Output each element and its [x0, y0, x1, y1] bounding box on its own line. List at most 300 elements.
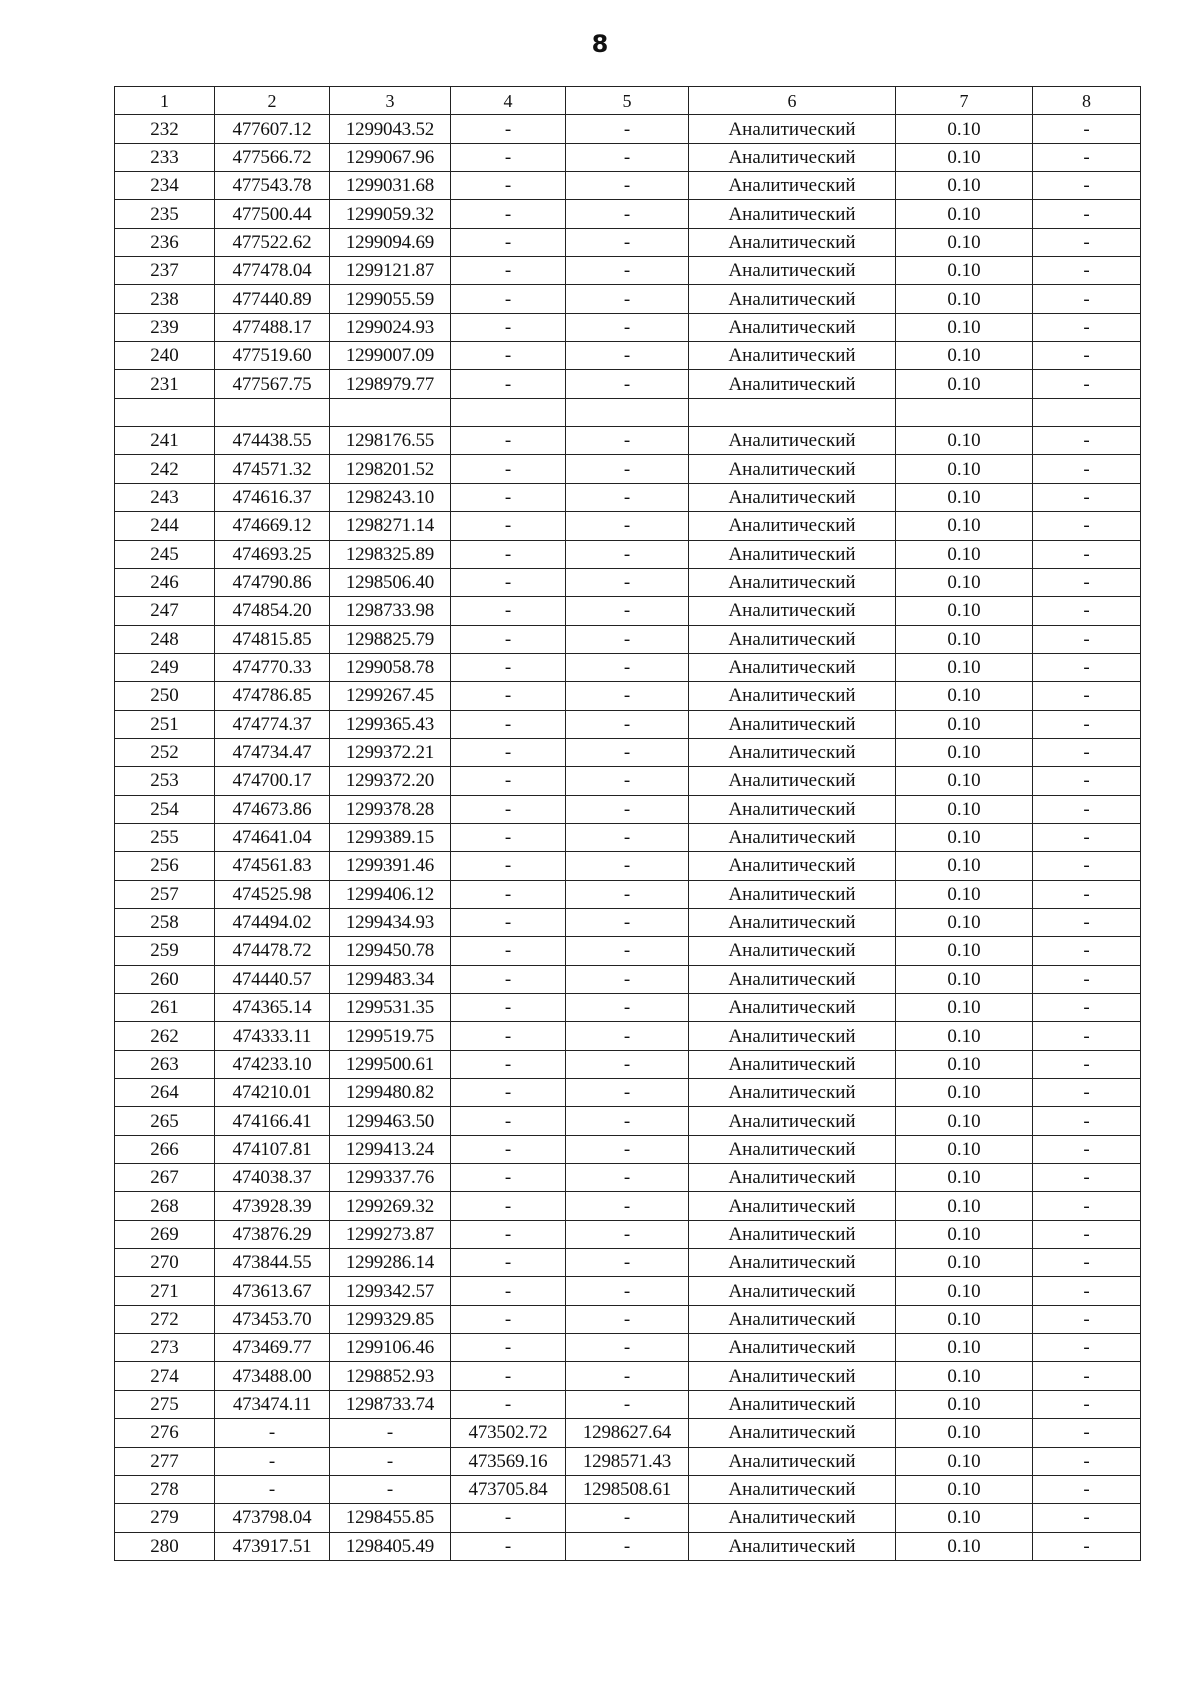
table-cell: -	[566, 540, 689, 568]
table-cell: -	[451, 483, 566, 511]
column-header-1: 1	[115, 87, 215, 115]
table-cell: 279	[115, 1504, 215, 1532]
table-cell: -	[451, 1305, 566, 1333]
table-cell: -	[566, 823, 689, 851]
table-row	[115, 1050, 1141, 1078]
table-cell: 264	[115, 1079, 215, 1107]
table-cell: Аналитический	[689, 795, 896, 823]
table-cell: 474673.86	[215, 795, 330, 823]
table-cell: 0.10	[896, 1504, 1033, 1532]
table-cell: 1299480.82	[330, 1079, 451, 1107]
table-cell: -	[451, 228, 566, 256]
table-cell: -	[451, 1390, 566, 1418]
table-cell: 280	[115, 1532, 215, 1560]
table-cell: -	[451, 427, 566, 455]
table-cell: 473453.70	[215, 1305, 330, 1333]
table-cell: 1299094.69	[330, 228, 451, 256]
table-cell: 1299342.57	[330, 1277, 451, 1305]
column-header-8: 8	[1033, 87, 1141, 115]
table-cell: -	[1033, 1362, 1141, 1390]
table-cell: 0.10	[896, 483, 1033, 511]
table-cell: 477500.44	[215, 200, 330, 228]
table-cell: 1299031.68	[330, 172, 451, 200]
table-cell: -	[566, 455, 689, 483]
table-cell: Аналитический	[689, 852, 896, 880]
table-row	[115, 1135, 1141, 1163]
table-row	[115, 143, 1141, 171]
table-cell: -	[451, 1249, 566, 1277]
table-cell: -	[566, 1504, 689, 1532]
table-row	[115, 795, 1141, 823]
table-cell: 1299391.46	[330, 852, 451, 880]
table-cell: Аналитический	[689, 172, 896, 200]
table-cell: Аналитический	[689, 1022, 896, 1050]
table-cell: 250	[115, 682, 215, 710]
table-cell: 1298852.93	[330, 1362, 451, 1390]
table-cell: 477607.12	[215, 115, 330, 143]
table-row	[115, 710, 1141, 738]
table-cell: 0.10	[896, 455, 1033, 483]
table-cell	[451, 398, 566, 426]
table-row	[115, 880, 1141, 908]
table-row	[115, 427, 1141, 455]
table-cell: 1299267.45	[330, 682, 451, 710]
table-cell: 236	[115, 228, 215, 256]
table-cell: 1298571.43	[566, 1447, 689, 1475]
table-cell: -	[566, 965, 689, 993]
table-cell: -	[1033, 994, 1141, 1022]
table-cell: 0.10	[896, 172, 1033, 200]
table-cell: 1298979.77	[330, 370, 451, 398]
table-cell: Аналитический	[689, 427, 896, 455]
table-cell: 473474.11	[215, 1390, 330, 1418]
table-header-row	[115, 87, 1141, 115]
column-header-7: 7	[896, 87, 1033, 115]
table-cell: 1298325.89	[330, 540, 451, 568]
table-cell: -	[451, 682, 566, 710]
table-cell: 473798.04	[215, 1504, 330, 1532]
table-cell: Аналитический	[689, 200, 896, 228]
table-cell: -	[1033, 908, 1141, 936]
table-row	[115, 937, 1141, 965]
table-cell: 267	[115, 1164, 215, 1192]
table-cell: Аналитический	[689, 1107, 896, 1135]
table-cell: 1299378.28	[330, 795, 451, 823]
table-cell: 474815.85	[215, 625, 330, 653]
table-cell	[215, 398, 330, 426]
table-cell: 474525.98	[215, 880, 330, 908]
table-cell: Аналитический	[689, 653, 896, 681]
table-row	[115, 1107, 1141, 1135]
table-cell: Аналитический	[689, 880, 896, 908]
table-cell: -	[451, 795, 566, 823]
table-cell: -	[566, 483, 689, 511]
table-cell: 477567.75	[215, 370, 330, 398]
table-cell: 277	[115, 1447, 215, 1475]
table-cell: 0.10	[896, 1419, 1033, 1447]
table-cell: 1299389.15	[330, 823, 451, 851]
table-row	[115, 370, 1141, 398]
table-cell: 473928.39	[215, 1192, 330, 1220]
table-row	[115, 1022, 1141, 1050]
table-cell: 473469.77	[215, 1334, 330, 1362]
table-cell: 239	[115, 313, 215, 341]
table-cell: 278	[115, 1475, 215, 1503]
table-cell: 0.10	[896, 1192, 1033, 1220]
table-cell: -	[451, 540, 566, 568]
table-cell: -	[1033, 653, 1141, 681]
table-cell: 255	[115, 823, 215, 851]
table-cell: -	[1033, 172, 1141, 200]
table-cell: -	[451, 455, 566, 483]
table-cell: -	[1033, 568, 1141, 596]
table-cell: 237	[115, 257, 215, 285]
table-cell: -	[1033, 342, 1141, 370]
table-cell: 1299519.75	[330, 1022, 451, 1050]
table-cell: 268	[115, 1192, 215, 1220]
table-cell: 0.10	[896, 1107, 1033, 1135]
table-cell: -	[451, 767, 566, 795]
table-cell: 473844.55	[215, 1249, 330, 1277]
table-cell: 244	[115, 512, 215, 540]
table-cell: 1298506.40	[330, 568, 451, 596]
table-cell: 0.10	[896, 1334, 1033, 1362]
table-cell: -	[451, 1192, 566, 1220]
table-cell: -	[1033, 1504, 1141, 1532]
table-cell: 474107.81	[215, 1135, 330, 1163]
column-header-3: 3	[330, 87, 451, 115]
table-cell: 248	[115, 625, 215, 653]
table-cell: 0.10	[896, 257, 1033, 285]
table-cell: 474770.33	[215, 653, 330, 681]
table-cell: 1299121.87	[330, 257, 451, 285]
table-row	[115, 1504, 1141, 1532]
table-cell: 473917.51	[215, 1532, 330, 1560]
table-cell: 0.10	[896, 1475, 1033, 1503]
table-cell: 245	[115, 540, 215, 568]
table-cell: 270	[115, 1249, 215, 1277]
table-cell: -	[451, 115, 566, 143]
table-cell: 474854.20	[215, 597, 330, 625]
table-cell: 0.10	[896, 937, 1033, 965]
table-cell: -	[1033, 1419, 1141, 1447]
table-cell: 477522.62	[215, 228, 330, 256]
table-cell: Аналитический	[689, 285, 896, 313]
table-cell: -	[451, 1362, 566, 1390]
table-cell: -	[451, 738, 566, 766]
table-cell: -	[566, 994, 689, 1022]
table-cell: 477519.60	[215, 342, 330, 370]
table-cell: 1299273.87	[330, 1220, 451, 1248]
table-cell: 1299106.46	[330, 1334, 451, 1362]
table-cell: -	[566, 767, 689, 795]
table-cell: -	[1033, 1249, 1141, 1277]
table-cell: -	[451, 143, 566, 171]
table-row	[115, 342, 1141, 370]
table-cell: 246	[115, 568, 215, 596]
table-cell: 474616.37	[215, 483, 330, 511]
table-cell: -	[566, 143, 689, 171]
table-cell: -	[566, 682, 689, 710]
table-cell: -	[566, 1390, 689, 1418]
table-cell: -	[451, 597, 566, 625]
table-cell: 233	[115, 143, 215, 171]
table-cell: 1299500.61	[330, 1050, 451, 1078]
table-cell: -	[451, 172, 566, 200]
table-cell: 0.10	[896, 682, 1033, 710]
table-cell: -	[566, 1192, 689, 1220]
table-cell: 0.10	[896, 965, 1033, 993]
table-row	[115, 1532, 1141, 1560]
table-cell: 474786.85	[215, 682, 330, 710]
table-cell: Аналитический	[689, 143, 896, 171]
table-cell: -	[1033, 738, 1141, 766]
table-cell: -	[451, 1277, 566, 1305]
table-cell: 260	[115, 965, 215, 993]
table-cell: 243	[115, 483, 215, 511]
table-cell: 1299043.52	[330, 115, 451, 143]
table-row	[115, 682, 1141, 710]
table-cell: 473569.16	[451, 1447, 566, 1475]
table-cell: -	[566, 1362, 689, 1390]
table-cell: Аналитический	[689, 455, 896, 483]
table-cell: Аналитический	[689, 1475, 896, 1503]
table-row	[115, 597, 1141, 625]
table-cell: 0.10	[896, 143, 1033, 171]
table-cell: 0.10	[896, 852, 1033, 880]
table-cell: -	[330, 1419, 451, 1447]
table-cell: Аналитический	[689, 1390, 896, 1418]
table-cell: 1299434.93	[330, 908, 451, 936]
table-cell: 474233.10	[215, 1050, 330, 1078]
table-cell: Аналитический	[689, 1419, 896, 1447]
table-cell: Аналитический	[689, 1334, 896, 1362]
table-cell: -	[451, 1107, 566, 1135]
table-cell: 0.10	[896, 370, 1033, 398]
table-cell: 235	[115, 200, 215, 228]
table-cell: 1299058.78	[330, 653, 451, 681]
table-cell: Аналитический	[689, 994, 896, 1022]
table-cell: 0.10	[896, 1447, 1033, 1475]
table-cell: 1298733.74	[330, 1390, 451, 1418]
table-cell: Аналитический	[689, 1164, 896, 1192]
table-row	[115, 1305, 1141, 1333]
table-cell: 474641.04	[215, 823, 330, 851]
column-header-4: 4	[451, 87, 566, 115]
table-cell: -	[1033, 540, 1141, 568]
table-cell: Аналитический	[689, 1135, 896, 1163]
table-cell: -	[566, 937, 689, 965]
table-cell: -	[451, 200, 566, 228]
table-row	[115, 115, 1141, 143]
table-cell: 477478.04	[215, 257, 330, 285]
table-cell: -	[1033, 597, 1141, 625]
table-cell: 474571.32	[215, 455, 330, 483]
table-cell: 258	[115, 908, 215, 936]
table-row	[115, 1277, 1141, 1305]
table-cell: 0.10	[896, 908, 1033, 936]
table-cell	[115, 398, 215, 426]
table-cell: 0.10	[896, 1390, 1033, 1418]
table-cell: 0.10	[896, 1249, 1033, 1277]
table-row	[115, 852, 1141, 880]
table-cell: -	[451, 285, 566, 313]
coordinates-table	[114, 86, 1141, 1561]
table-cell: -	[566, 200, 689, 228]
table-cell: -	[1033, 1532, 1141, 1560]
table-cell: -	[1033, 880, 1141, 908]
table-cell: -	[1033, 795, 1141, 823]
table-cell: -	[566, 1220, 689, 1248]
table-cell: 238	[115, 285, 215, 313]
table-cell: 262	[115, 1022, 215, 1050]
column-header-2: 2	[215, 87, 330, 115]
page-number: 8	[591, 30, 609, 58]
table-cell: 0.10	[896, 1022, 1033, 1050]
table-cell: -	[566, 653, 689, 681]
table-row	[115, 1362, 1141, 1390]
table-row	[115, 653, 1141, 681]
table-cell: 0.10	[896, 653, 1033, 681]
table-cell: 473613.67	[215, 1277, 330, 1305]
table-cell: 256	[115, 852, 215, 880]
table-cell: Аналитический	[689, 370, 896, 398]
table-cell: 1299007.09	[330, 342, 451, 370]
table-row	[115, 1079, 1141, 1107]
table-cell: 1299365.43	[330, 710, 451, 738]
table-cell: 1298825.79	[330, 625, 451, 653]
table-row	[115, 512, 1141, 540]
table-cell: -	[451, 512, 566, 540]
table-cell: -	[1033, 1305, 1141, 1333]
table-cell: Аналитический	[689, 1277, 896, 1305]
table-cell: 0.10	[896, 823, 1033, 851]
table-cell: 253	[115, 767, 215, 795]
table-cell: Аналитический	[689, 710, 896, 738]
table-cell: -	[1033, 143, 1141, 171]
table-cell: -	[451, 1050, 566, 1078]
table-cell: -	[566, 1249, 689, 1277]
table-cell: 0.10	[896, 1362, 1033, 1390]
table-cell: -	[1033, 228, 1141, 256]
table-row	[115, 228, 1141, 256]
table-cell: 477440.89	[215, 285, 330, 313]
table-row	[115, 313, 1141, 341]
table-cell: -	[330, 1475, 451, 1503]
table-cell: Аналитический	[689, 483, 896, 511]
table-cell: 1298405.49	[330, 1532, 451, 1560]
table-cell: Аналитический	[689, 738, 896, 766]
table-cell: -	[451, 710, 566, 738]
table-row	[115, 568, 1141, 596]
table-cell: -	[451, 313, 566, 341]
table-cell: -	[566, 115, 689, 143]
table-cell: 252	[115, 738, 215, 766]
table-cell: -	[1033, 852, 1141, 880]
table-cell: 474494.02	[215, 908, 330, 936]
column-header-5: 5	[566, 87, 689, 115]
table-cell: 0.10	[896, 767, 1033, 795]
table-cell: 240	[115, 342, 215, 370]
table-cell: -	[1033, 115, 1141, 143]
table-cell: 231	[115, 370, 215, 398]
table-cell: -	[1033, 1022, 1141, 1050]
table-cell: -	[1033, 512, 1141, 540]
table-row	[115, 1192, 1141, 1220]
table-cell: -	[451, 1532, 566, 1560]
table-cell: -	[566, 625, 689, 653]
table-row	[115, 625, 1141, 653]
table-cell: 474038.37	[215, 1164, 330, 1192]
table-cell: 1299413.24	[330, 1135, 451, 1163]
table-cell: Аналитический	[689, 682, 896, 710]
table-cell: -	[451, 1135, 566, 1163]
table-cell: 1298243.10	[330, 483, 451, 511]
table-cell: -	[451, 823, 566, 851]
table-cell: 474561.83	[215, 852, 330, 880]
table-cell: -	[1033, 1390, 1141, 1418]
table-cell: -	[1033, 1277, 1141, 1305]
table-cell: 0.10	[896, 1135, 1033, 1163]
table-cell: Аналитический	[689, 512, 896, 540]
table-cell: 0.10	[896, 738, 1033, 766]
table-cell: 1299059.32	[330, 200, 451, 228]
table-cell: Аналитический	[689, 597, 896, 625]
table-cell: -	[566, 1135, 689, 1163]
table-cell: -	[566, 228, 689, 256]
table-cell: -	[451, 852, 566, 880]
table-cell: 0.10	[896, 228, 1033, 256]
table-cell: 477543.78	[215, 172, 330, 200]
table-cell: -	[1033, 1164, 1141, 1192]
table-cell: 1299406.12	[330, 880, 451, 908]
table-cell: -	[1033, 1107, 1141, 1135]
table-cell: 0.10	[896, 710, 1033, 738]
table-cell: -	[1033, 1050, 1141, 1078]
table-cell: Аналитический	[689, 1447, 896, 1475]
table-cell: -	[566, 1277, 689, 1305]
table-cell: -	[1033, 823, 1141, 851]
table-row	[115, 1390, 1141, 1418]
table-row	[115, 455, 1141, 483]
table-cell: Аналитический	[689, 313, 896, 341]
table-cell: 251	[115, 710, 215, 738]
table-cell: -	[1033, 965, 1141, 993]
table-cell: 1299372.20	[330, 767, 451, 795]
table-cell: 474166.41	[215, 1107, 330, 1135]
table-row	[115, 1419, 1141, 1447]
table-cell: 242	[115, 455, 215, 483]
table-cell: -	[566, 1050, 689, 1078]
table-cell: 0.10	[896, 597, 1033, 625]
table-row	[115, 540, 1141, 568]
table-cell: 265	[115, 1107, 215, 1135]
table-cell: 241	[115, 427, 215, 455]
table-cell: -	[1033, 200, 1141, 228]
table-cell: 1299372.21	[330, 738, 451, 766]
table-row	[115, 1475, 1141, 1503]
table-cell: 0.10	[896, 1277, 1033, 1305]
table-cell: 0.10	[896, 512, 1033, 540]
table-cell: Аналитический	[689, 257, 896, 285]
table-cell: -	[566, 738, 689, 766]
table-cell: -	[566, 852, 689, 880]
table-cell: 0.10	[896, 115, 1033, 143]
table-cell: Аналитический	[689, 1504, 896, 1532]
table-cell: -	[451, 994, 566, 1022]
table-cell: 269	[115, 1220, 215, 1248]
table-cell: 0.10	[896, 427, 1033, 455]
